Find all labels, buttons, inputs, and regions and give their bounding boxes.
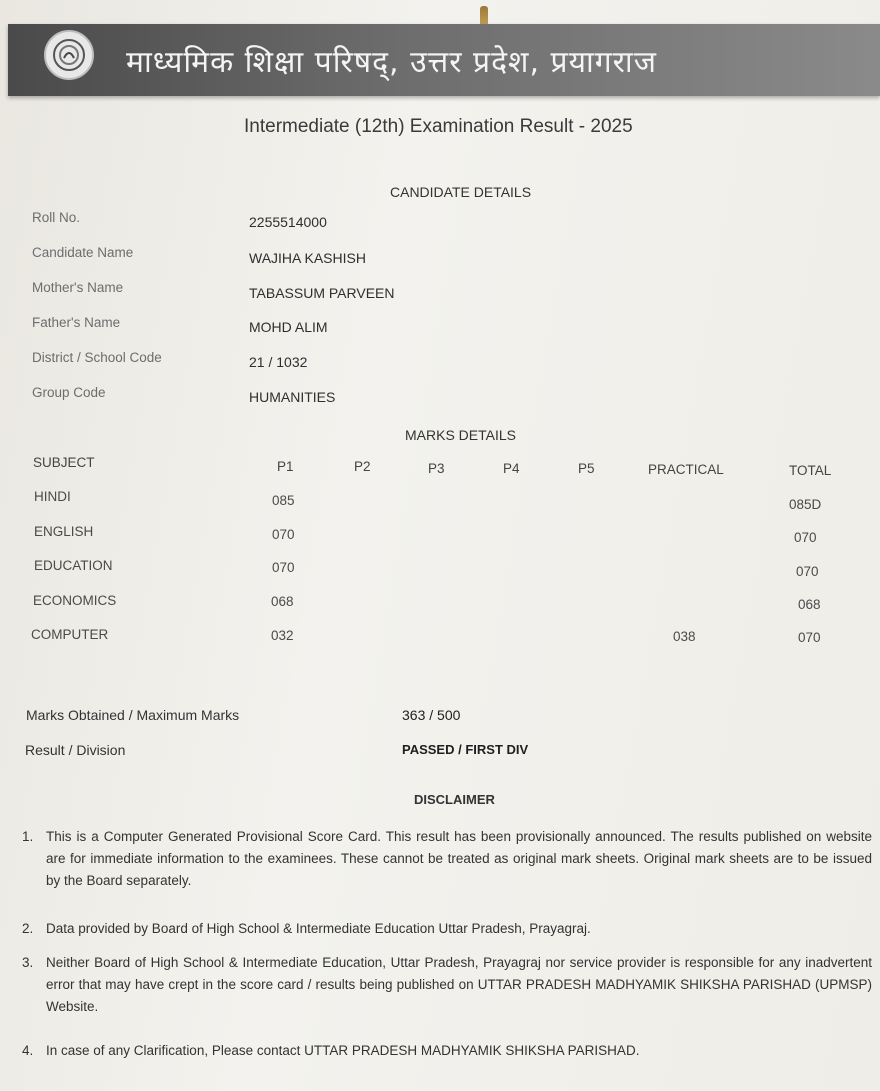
marks-section-title: MARKS DETAILS (405, 427, 516, 443)
row-english-subject: ENGLISH (34, 524, 94, 539)
row-computer-total: 070 (798, 630, 821, 645)
header-practical: PRACTICAL (648, 462, 724, 477)
header-total: TOTAL (789, 463, 832, 478)
result-label: Result / Division (25, 742, 126, 758)
row-economics-p1: 068 (271, 594, 294, 609)
disclaimer-item-2 (22, 918, 872, 940)
mother-name-value: TABASSUM PARVEEN (249, 285, 395, 301)
marks-obtained-value: 363 / 500 (402, 707, 461, 723)
row-economics-subject: ECONOMICS (33, 593, 117, 608)
roll-no-value: 2255514000 (249, 214, 327, 230)
header-p5: P5 (578, 461, 595, 476)
candidate-section-title: CANDIDATE DETAILS (390, 184, 532, 200)
disclaimer-item-4 (22, 1040, 872, 1062)
group-code-label: Group Code (32, 385, 106, 400)
district-school-label: District / School Code (32, 350, 162, 365)
row-education-subject: EDUCATION (34, 558, 113, 573)
row-education-p1: 070 (272, 560, 295, 575)
disclaimer-num: 4. (22, 1043, 34, 1058)
row-economics-total: 068 (798, 597, 821, 612)
board-title: माध्यमिक शिक्षा परिषद्, उत्तर प्रदेश, प्रयागराज (126, 45, 657, 80)
header-subject: SUBJECT (33, 455, 95, 470)
mother-name-label: Mother's Name (32, 280, 124, 295)
disclaimer-title: DISCLAIMER (414, 792, 495, 807)
row-english-total: 070 (794, 530, 817, 545)
row-english-p1: 070 (272, 527, 295, 542)
header-p2: P2 (354, 459, 371, 474)
row-education-total: 070 (796, 564, 819, 579)
header-p1: P1 (277, 459, 294, 474)
disclaimer-text: In case of any Clarification, Please contact UTTAR PRADESH MADHYAMIK SHIKSHA PARISHAD. (46, 1043, 640, 1058)
disclaimer-num: 3. (22, 955, 34, 970)
disclaimer-item-1 (22, 826, 872, 892)
group-code-value: HUMANITIES (249, 389, 336, 405)
row-hindi-p1: 085 (272, 493, 295, 508)
row-computer-practical: 038 (673, 629, 696, 644)
marks-obtained-label: Marks Obtained / Maximum Marks (26, 707, 240, 723)
row-hindi-subject: HINDI (34, 489, 71, 504)
header-p4: P4 (503, 461, 520, 476)
candidate-name-label: Candidate Name (32, 245, 134, 260)
disclaimer-text: This is a Computer Generated Provisional Score Card. This result has been provisionally announced. The results published on website are for immediate information to the examinees. These cannot be treated as original mark sheets. Original mark sheets are to be issued by the Board separately. (46, 829, 872, 888)
row-computer-p1: 032 (271, 628, 294, 643)
header-p3: P3 (428, 461, 445, 476)
exam-title: Intermediate (12th) Examination Result - 2025 (244, 116, 633, 137)
father-name-value: MOHD ALIM (249, 319, 328, 335)
father-name-label: Father's Name (32, 315, 121, 330)
candidate-name-value: WAJIHA KASHISH (249, 250, 366, 266)
board-emblem-icon (44, 30, 94, 80)
result-value: PASSED / FIRST DIV (402, 742, 529, 757)
disclaimer-text: Neither Board of High School & Intermediate Education, Uttar Pradesh, Prayagraj nor service provider is responsible for any inadvertent error that may have crept in the score card / results being published on UTTAR PRADESH MADHYAMIK SHIKSHA PARISHAD (UPMSP) Website. (46, 955, 872, 1014)
row-hindi-total: 085D (789, 497, 822, 512)
disclaimer-text: Data provided by Board of High School & Intermediate Education Uttar Pradesh, Prayagraj. (46, 921, 591, 936)
row-computer-subject: COMPUTER (31, 627, 109, 642)
district-school-value: 21 / 1032 (249, 354, 308, 370)
disclaimer-num: 1. (22, 829, 34, 844)
roll-no-label: Roll No. (32, 210, 81, 225)
disclaimer-num: 2. (22, 921, 34, 936)
disclaimer-item-3 (22, 952, 872, 1018)
